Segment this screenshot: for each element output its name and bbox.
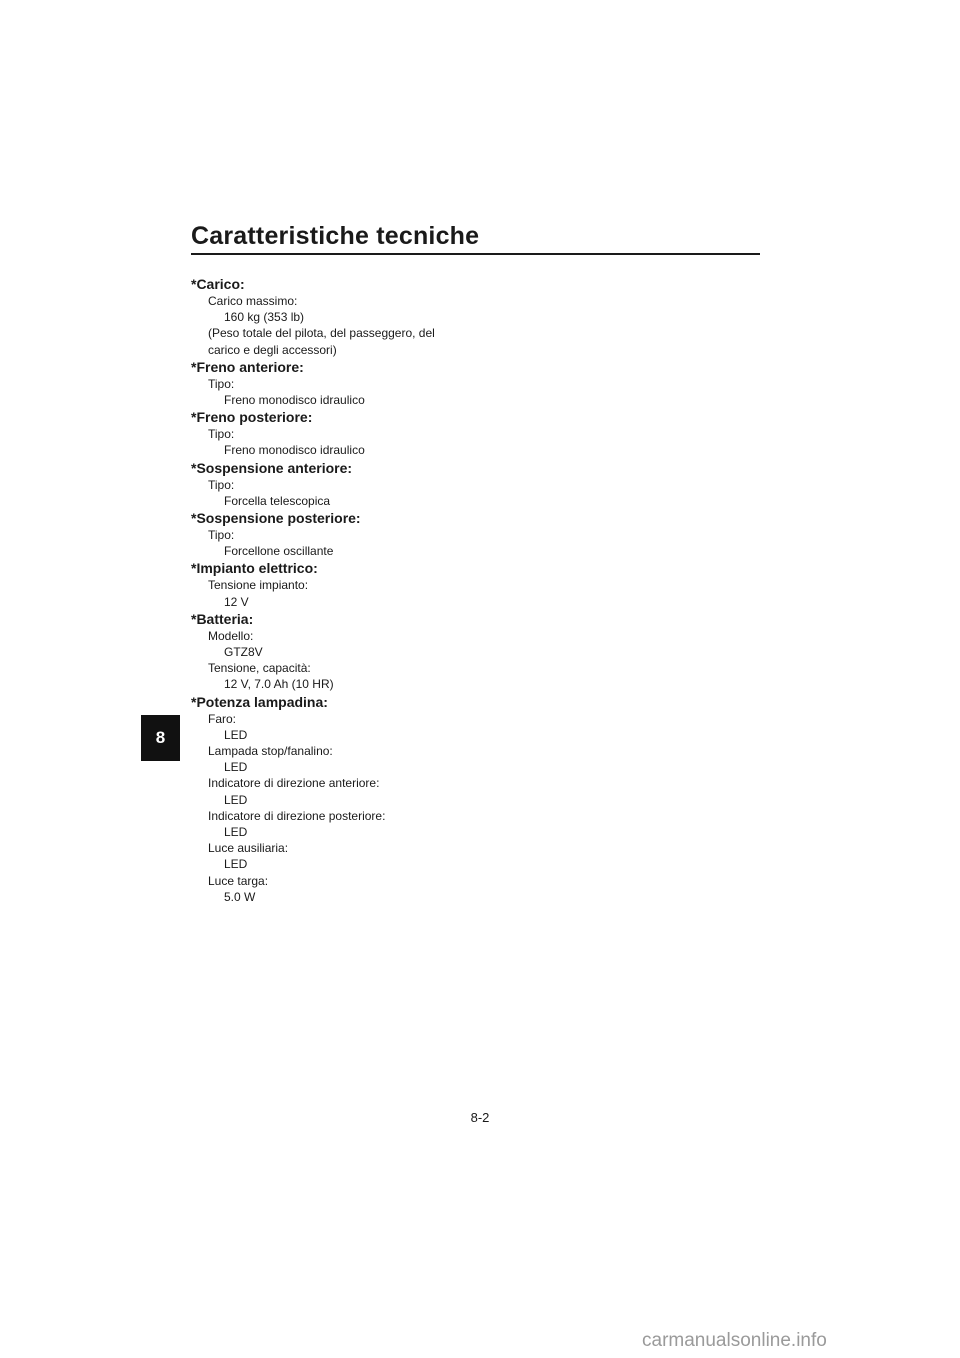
spec-label: Tensione, capacità: (208, 661, 311, 676)
spec-value: GTZ8V (224, 645, 263, 660)
section-heading: *Freno posteriore: (191, 409, 313, 426)
chapter-tab: 8 (141, 715, 180, 761)
spec-label: Luce ausiliaria: (208, 841, 289, 856)
section-heading: *Potenza lampadina: (191, 693, 328, 710)
section-impianto-elettrico (191, 559, 611, 609)
watermark: carmanualsonline.info (642, 1330, 827, 1351)
spec-note: carico e degli accessori) (208, 342, 337, 357)
section-potenza-lampadina (191, 693, 611, 905)
spec-value: 160 kg (353 lb) (224, 310, 305, 325)
spec-value: 12 V (224, 594, 249, 609)
spec-label: Faro: (208, 711, 237, 726)
spec-value: LED (224, 857, 248, 872)
spec-value: Freno monodisco idraulico (224, 443, 365, 458)
spec-value: Forcellone oscillante (224, 544, 334, 559)
spec-label: Tipo: (208, 427, 235, 442)
spec-label: Tensione impianto: (208, 578, 309, 593)
section-sospensione-anteriore (191, 459, 611, 509)
spec-label: Tipo: (208, 376, 235, 391)
spec-value: LED (224, 727, 248, 742)
spec-note: (Peso totale del pilota, del passeggero, del (208, 326, 435, 341)
section-heading: *Sospensione anteriore: (191, 459, 353, 476)
spec-label: Modello: (208, 628, 254, 643)
section-carico (191, 275, 611, 358)
section-freno-posteriore (191, 408, 611, 458)
spec-value: LED (224, 760, 248, 775)
spec-label: Lampada stop/fanalino: (208, 744, 333, 759)
spec-value: 12 V, 7.0 Ah (10 HR) (224, 677, 334, 692)
section-heading: *Carico: (191, 276, 245, 292)
spec-label: Carico massimo: (208, 294, 298, 308)
spec-label: Indicatore di direzione anteriore: (208, 776, 380, 791)
spec-label: Indicatore di direzione posteriore: (208, 808, 386, 823)
page-title: Caratteristiche tecniche (191, 222, 480, 250)
spec-value: LED (224, 825, 248, 840)
section-heading: *Sospensione posteriore: (191, 510, 361, 527)
title-divider (191, 253, 760, 255)
section-heading: *Batteria: (191, 610, 254, 627)
section-batteria (191, 610, 611, 693)
section-sospensione-posteriore (191, 509, 611, 559)
section-heading: *Freno anteriore: (191, 358, 304, 375)
spec-value: 5.0 W (224, 889, 256, 904)
section-heading: *Impianto elettrico: (191, 560, 318, 577)
specifications-content (191, 275, 611, 905)
spec-value: Freno monodisco idraulico (224, 393, 365, 408)
spec-value: LED (224, 792, 248, 807)
spec-label: Tipo: (208, 477, 235, 492)
spec-label: Luce targa: (208, 873, 269, 888)
spec-label: Tipo: (208, 528, 235, 543)
section-freno-anteriore (191, 358, 611, 408)
spec-value: Forcella telescopica (224, 493, 331, 508)
page-number: 8-2 (470, 1110, 490, 1125)
